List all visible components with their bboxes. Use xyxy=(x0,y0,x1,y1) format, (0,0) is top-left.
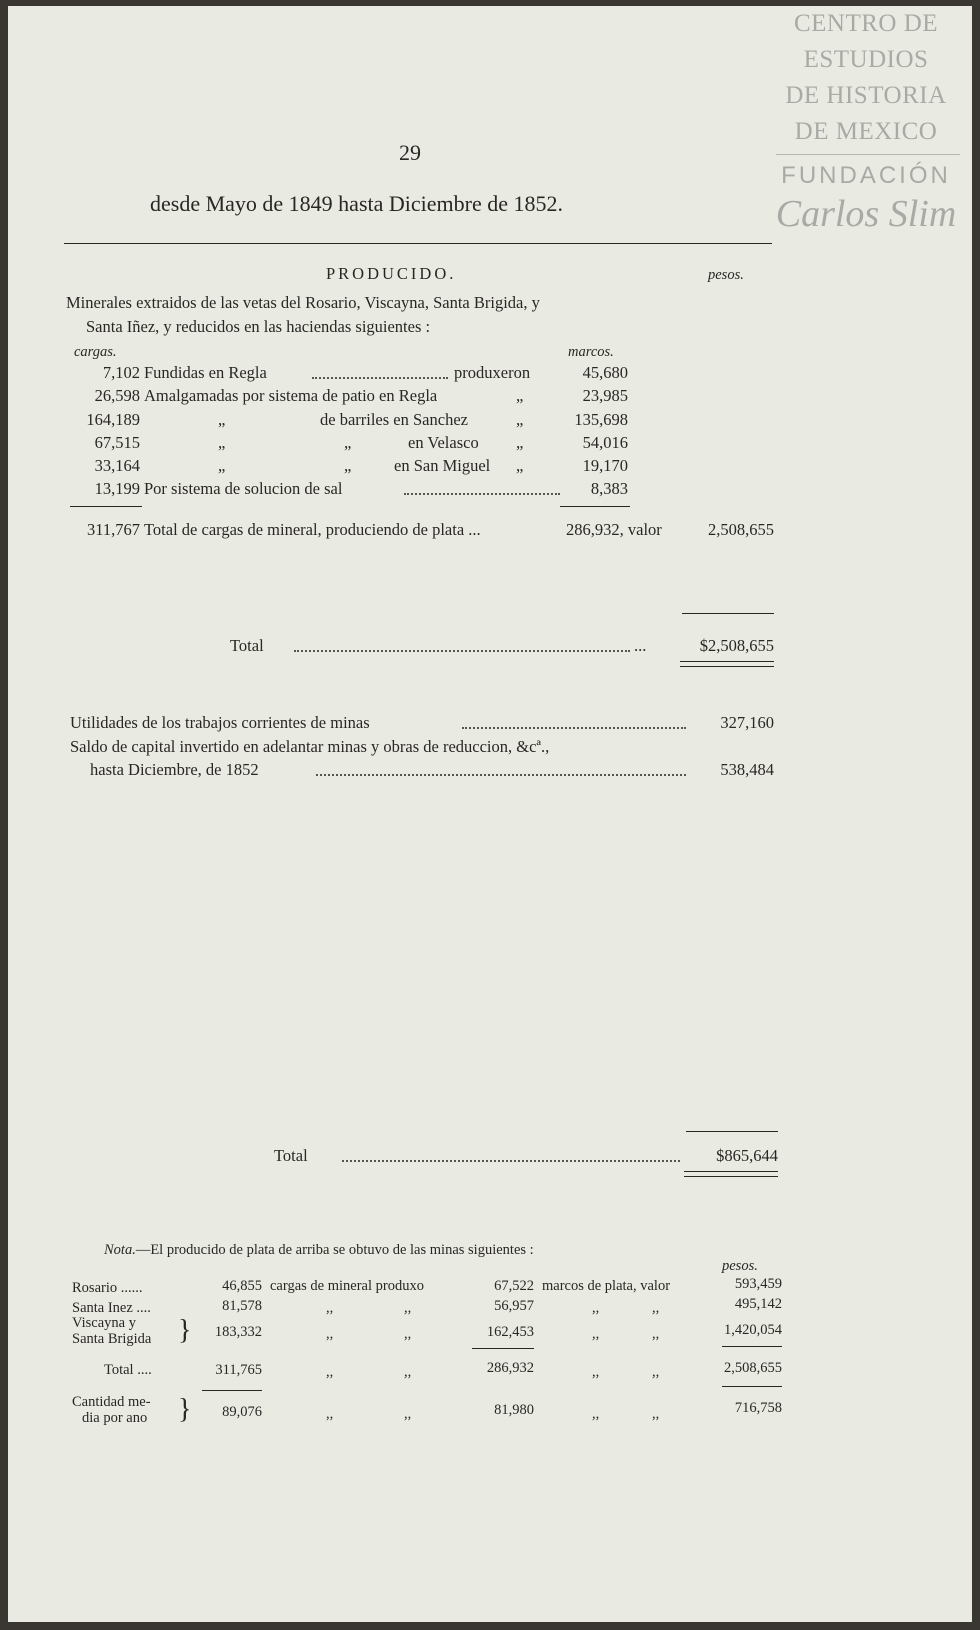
utilidades-line2a: Saldo de capital invertido en adelantar minas y obras de reduccion, &cª., xyxy=(70,737,550,756)
row3-marcos: 135,698 xyxy=(574,410,628,429)
utilidades-value2: 538,484 xyxy=(720,760,774,779)
nota-text: —El producido de plata de arriba se obtuvo de las minas siguientes : xyxy=(135,1242,534,1258)
nota-row2-marcos: 56,957 xyxy=(494,1298,534,1314)
row3-desc: de barriles en Sanchez xyxy=(320,410,468,429)
producido-total-value: $2,508,655 xyxy=(699,636,774,655)
watermark-line-2: ESTUDIOS xyxy=(803,46,929,73)
row4-ditto2: „ xyxy=(344,433,352,452)
row4-desc: en Velasco xyxy=(408,433,479,452)
total-marcos: 286,932, valor xyxy=(566,520,662,539)
row5-cargas: 33,164 xyxy=(94,456,140,475)
page-number: 29 xyxy=(399,140,421,165)
nota-row5-pesos: 716,758 xyxy=(734,1400,782,1416)
row4-ditto: „ xyxy=(218,433,226,452)
row5-ditto: „ xyxy=(218,456,226,475)
row1-desc: Fundidas en Regla xyxy=(144,363,267,382)
row4-cargas: 67,515 xyxy=(94,433,140,452)
nota-label: Nota. xyxy=(104,1242,136,1258)
nota-row5-name2: dia por ano xyxy=(82,1410,148,1426)
marcos-label: marcos. xyxy=(568,344,614,360)
producido-intro-2: Santa Iñez, y reducidos en las haciendas siguientes : xyxy=(86,317,431,336)
row4-verb: „ xyxy=(516,433,524,452)
utilidades-total-value: $865,644 xyxy=(716,1146,778,1165)
nota-row2-name: Santa Inez .... xyxy=(72,1300,151,1316)
nota-row3-cargas: 183,332 xyxy=(214,1324,262,1340)
nota-row5-marcos: 81,980 xyxy=(494,1402,534,1418)
watermark-foundation: FUNDACIÓN xyxy=(781,162,951,189)
row5-ditto2: „ xyxy=(344,456,352,475)
cargas-label: cargas. xyxy=(74,344,117,360)
nota-row4-cargas: 311,765 xyxy=(215,1362,262,1378)
row2-marcos: 23,985 xyxy=(582,386,628,405)
row3-verb: „ xyxy=(516,410,524,429)
row2-desc: Amalgamadas por sistema de patio en Regla xyxy=(144,386,438,405)
nota-row1-phrase: cargas de mineral produxo xyxy=(270,1278,424,1294)
nota-row5-name1: Cantidad me- xyxy=(72,1394,151,1410)
nota-row1-phrase2: marcos de plata, valor xyxy=(542,1278,671,1294)
row5-verb: „ xyxy=(516,456,524,475)
page-heading: desde Mayo de 1849 hasta Diciembre de 1852. xyxy=(150,191,563,216)
heading-rule xyxy=(64,243,772,244)
utilidades-value1: 327,160 xyxy=(720,713,774,732)
total-desc: Total de cargas de mineral, produciendo de plata ... xyxy=(144,520,481,539)
total-cargas: 311,767 xyxy=(86,520,140,539)
producido-title: PRODUCIDO. xyxy=(326,264,457,283)
nota-row2-cargas: 81,578 xyxy=(222,1298,262,1314)
row5-desc: en San Miguel xyxy=(394,456,491,475)
utilidades-line1: Utilidades de los trabajos corrientes de minas xyxy=(70,713,370,732)
document-page: CENTRO DE ESTUDIOS DE HISTORIA DE MEXICO FUNDACIÓN Carlos Slim 29 desde Mayo de 1849 hasta Diciembre de 1852. PRODUCIDO. pesos. Minerales extraidos de las vetas del Rosario, Viscayna, Santa Brigida, y Santa Iñez, y reducidos en las haciendas siguientes : cargas. marcos. 7,102 Fundidas en Regla produxeron 45,680 26,598 Amalgamadas por sistema de patio en Regla „ 23,985 164,189 „ de barriles en Sanchez „ 135,698 67,515 „ „ en Velasco „ 54,016 33,164 „ „ en San Miguel „ 19,170 13,199 Por sistema de solucion de sal 8,383 311,767 Total de cargas de mineral, produciendo de plata ... 286,932, valor 2,508,655 Total ... $2,508,655 Utilidades de los trabajos corrientes de minas 327,160 Saldo de capital invertido en adelantar minas y obras de reduccion, &cª., hasta Diciembre, de 1852 538,484 Total $865,644 Nota.—El producido de plata de arriba se obtuvo de las minas siguientes : pesos. Rosario ...... 46,855 cargas de mineral produxo 67,522 marcos de plata, valor 593,459 Santa Inez .... 81,578 ,, ,, 56,957 ,, ,, 495,142 Viscayna y Santa Brigida } 183,332 ,, ,, 162,453 ,, ,, 1,420,054 Total .... 311,765 ,, ,, 286,932 ,, ,, 2,508,655 Cantidad me- dia por ano } 89,076 ,, ,, 81,980 ,, ,, 716,758 xyxy=(8,6,972,1622)
pesos-label: pesos. xyxy=(708,267,744,283)
producido-intro-1: Minerales extraidos de las vetas del Rosario, Viscayna, Santa Brigida, y xyxy=(66,293,540,312)
nota-row1-pesos: 593,459 xyxy=(734,1276,782,1292)
row3-ditto: „ xyxy=(218,410,226,429)
nota-row5-cargas: 89,076 xyxy=(222,1404,262,1420)
archive-watermark xyxy=(766,6,966,237)
watermark-line-1: CENTRO DE xyxy=(793,10,939,37)
producido-total-label: Total xyxy=(230,636,264,655)
row3-cargas: 164,189 xyxy=(86,410,140,429)
total-pesos: 2,508,655 xyxy=(708,520,774,539)
nota-pesos-label: pesos. xyxy=(722,1258,758,1274)
nota-row1-marcos: 67,522 xyxy=(494,1278,534,1294)
nota-row3-name1: Viscayna y xyxy=(72,1315,136,1331)
nota-row1-name: Rosario ...... xyxy=(72,1280,143,1296)
row4-marcos: 54,016 xyxy=(582,433,628,452)
utilidades-total-label: Total xyxy=(274,1146,308,1165)
nota-row4-pesos: 2,508,655 xyxy=(724,1360,782,1376)
watermark-line-4: DE MEXICO xyxy=(794,118,938,145)
row6-marcos: 8,383 xyxy=(590,479,628,498)
nota-row1-cargas: 46,855 xyxy=(222,1278,262,1294)
watermark-line-3: DE HISTORIA xyxy=(785,82,947,109)
row6-cargas: 13,199 xyxy=(94,479,140,498)
row1-marcos: 45,680 xyxy=(582,363,628,382)
nota-row3-marcos: 162,453 xyxy=(486,1324,534,1340)
row5-marcos: 19,170 xyxy=(582,456,628,475)
row1-verb: produxeron xyxy=(454,363,531,382)
row6-desc: Por sistema de solucion de sal xyxy=(144,479,343,498)
utilidades-line2b: hasta Diciembre, de 1852 xyxy=(90,760,259,779)
nota-row4-name: Total .... xyxy=(104,1362,152,1378)
nota-row3-pesos: 1,420,054 xyxy=(724,1322,782,1338)
row2-cargas: 26,598 xyxy=(94,386,140,405)
nota-line xyxy=(104,1240,534,1260)
nota-row3-name2: Santa Brigida xyxy=(72,1331,152,1347)
row1-cargas: 7,102 xyxy=(102,363,140,382)
nota-row4-marcos: 286,932 xyxy=(486,1360,534,1376)
nota-row2-pesos: 495,142 xyxy=(734,1296,782,1312)
row2-verb: „ xyxy=(516,386,524,405)
watermark-signature: Carlos Slim xyxy=(775,193,957,235)
